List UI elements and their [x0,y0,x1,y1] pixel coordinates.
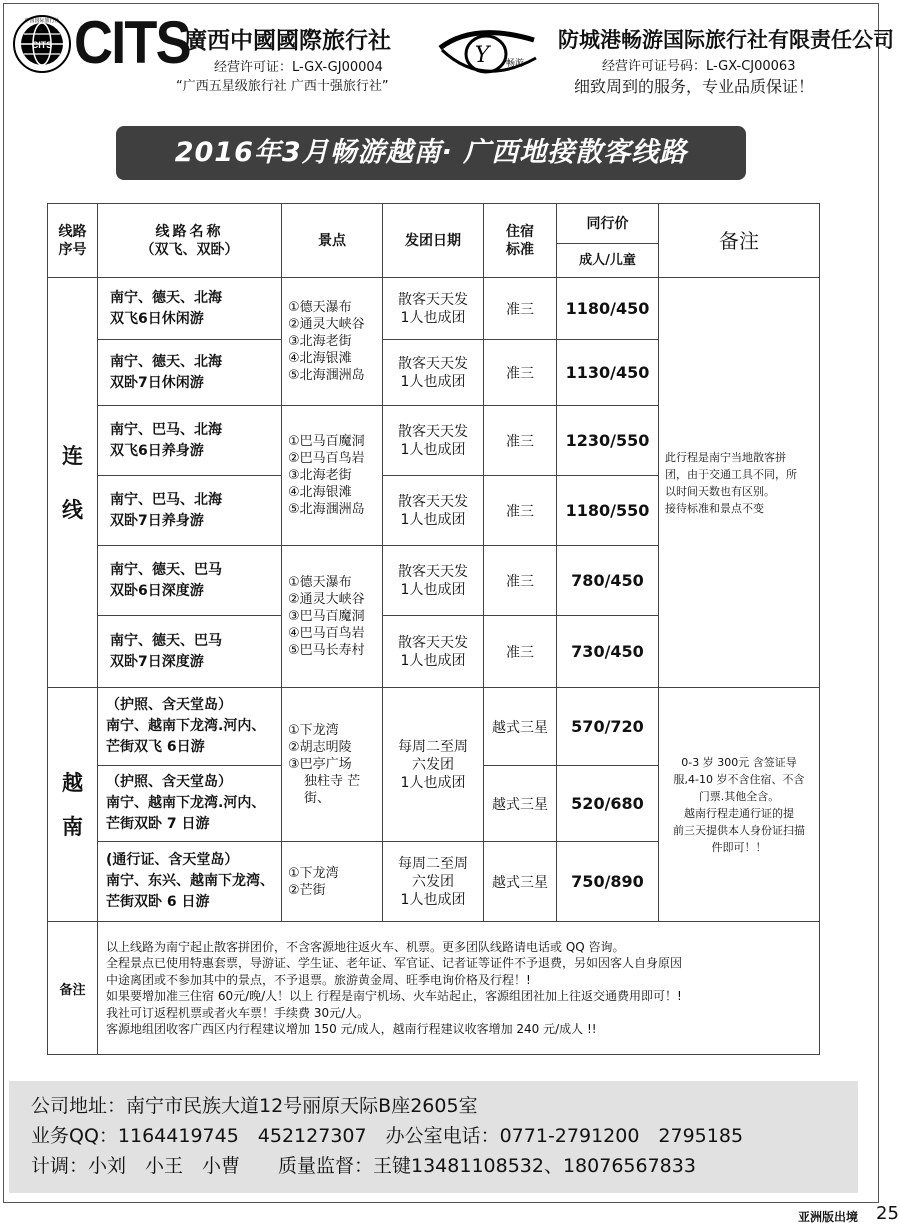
header-price: 同行价 [557,204,659,244]
publication-name: 亚洲版出境 [798,1210,859,1224]
route-name: 南宁、巴马、北海 双飞6日养身游 [98,406,282,476]
changyou-eye-logo [434,18,544,90]
remarks-label: 备注 [48,922,98,1055]
route-table [47,203,820,1055]
page-number: 25 [876,1203,899,1224]
changyou-company-name: 防城港畅游国际旅行社有限责任公司 [558,27,894,52]
route-name: 南宁、巴马、北海 双卧7日养身游 [98,476,282,546]
title-banner: 2016年3月畅游越南· 广西地接散客线路 [116,126,746,180]
departure-cell: 每周二至周 六发团 1人也成团 [383,688,484,842]
header-notes: 备注 [659,204,820,278]
spots-cell: ①下龙湾 ②胡志明陵 ③巴亭广场 独柱寺 芒街、 [282,688,383,842]
business-qq-phone: 业务QQ：1164419745 452127307 办公室电话：0771-2791200 2795185 [31,1125,744,1147]
departure-cell: 散客天天发 1人也成团 [383,476,484,546]
route-name: 南宁、德天、巴马 双卧6日深度游 [98,546,282,616]
header-hotel: 住宿 标准 [484,204,557,278]
company-address: 公司地址：南宁市民族大道12号丽原天际B座2605室 [31,1095,478,1117]
departure-cell: 散客天天发 1人也成团 [383,546,484,616]
note-yuenan: 0-3 岁 300元 含签证导 服,4-10 岁不含住宿、不含 门票.其他全含。 越南行程走通行证的提 前三天提供本人身份证扫描 件即可！！ [659,688,820,922]
spots-cell: ①德天瀑布 ②通灵大峡谷 ③巴马百魔洞 ④巴马百鸟岩 ⑤巴马长寿村 [282,546,383,688]
changyou-slogan: 细致周到的服务，专业品质保证！ [574,77,815,96]
hotel-cell: 准三 [484,616,557,688]
route-name: (通行证、含天堂岛） 南宁、东兴、越南下龙湾、 芒街双卧 6 日游 [98,842,282,922]
contacts-line: 计调：小刘 小王 小曹 质量监督：王键13481108532、18076567833 [31,1155,696,1177]
cits-logo-inner-text: CITS [31,40,53,50]
header-spots: 景点 [282,204,383,278]
header-route-name: 线路名称 （双飞、双卧） [98,204,282,278]
changyou-license: 经营许可证号码：L-GX-CJ00063 [602,59,796,74]
cits-company-name: 廣西中國國際旅行社 [184,27,391,54]
route-name: （护照、含天堂岛） 南宁、越南下龙湾.河内、 芒街双卧 7 日游 [98,766,282,842]
section-yuenan: 越 南 [48,688,98,922]
departure-cell: 每周二至周 六发团 1人也成团 [383,842,484,922]
price-cell: 1180/550 [557,476,659,546]
spots-cell: ①德天瀑布 ②通灵大峡谷 ③北海老街 ④北海银滩 ⑤北海涠洲岛 [282,278,383,406]
header-price-sub: 成人/儿童 [557,244,659,278]
price-cell: 1230/550 [557,406,659,476]
route-name: 南宁、德天、北海 双卧7日休闲游 [98,340,282,406]
table-row [48,688,820,766]
spots-cell: ①巴马百魔洞 ②巴马百鸟岩 ③北海老街 ④北海银滩 ⑤北海涠洲岛 [282,406,383,546]
departure-cell: 散客天天发 1人也成团 [383,616,484,688]
remarks-row [48,922,820,1055]
note-lianxian: 此行程是南宁当地散客拼 团，由于交通工具不同，所 以时间天数也有区别。 接待标准和景点不变 [659,278,820,688]
price-cell: 1130/450 [557,340,659,406]
contact-footer [9,1081,858,1193]
cits-tagline: “广西五星级旅行社 广西十强旅行社” [176,79,389,94]
price-cell: 570/720 [557,688,659,766]
departure-cell: 散客天天发 1人也成团 [383,340,484,406]
departure-cell: 散客天天发 1人也成团 [383,278,484,340]
table-row [48,278,820,340]
remarks-text: 以上线路为南宁起止散客拼团价，不含客源地往返火车、机票。更多团队线路请电话或 QQ 咨询。 全程景点已使用特惠套票，导游证、学生证、老年证、军官证、记者证等证件不予退费，另如因客人自身原因 中途离团或不参加其中的景点，不予退票。旅游黄金周、旺季电询价格及行程！! 如果要增加准三住宿 60元/晚/人！以上 行程是南宁机场、火车站起止，客源组团社加上往返交通费用即可！! 我社可订返程机票或者火车票！手续费 30元/人。 客源地组团收客广西区内行程建议增加 150 元/成人，越南行程建议收客增加 240 元/成人 !! [98,922,820,1055]
changyou-logo-text: 畅游 [506,59,525,69]
hotel-cell: 越式三星 [484,842,557,922]
price-cell: 750/890 [557,842,659,922]
price-cell: 730/450 [557,616,659,688]
header-route-no: 线路 序号 [48,204,98,278]
route-name: （护照、含天堂岛） 南宁、越南下龙湾.河内、 芒街双飞 6日游 [98,688,282,766]
departure-cell: 散客天天发 1人也成团 [383,406,484,476]
route-name: 南宁、德天、北海 双飞6日休闲游 [98,278,282,340]
section-lianxian: 连 线 [48,278,98,688]
hotel-cell: 准三 [484,476,557,546]
price-cell: 1180/450 [557,278,659,340]
hotel-cell: 准三 [484,546,557,616]
svg-text:Y: Y [474,43,490,68]
price-cell: 780/450 [557,546,659,616]
price-cell: 520/680 [557,766,659,842]
cits-globe-logo [12,14,72,74]
hotel-cell: 准三 [484,340,557,406]
route-name: 南宁、德天、巴马 双卧7日深度游 [98,616,282,688]
hotel-cell: 准三 [484,406,557,476]
hotel-cell: 越式三星 [484,766,557,842]
cits-license: 经营许可证：L-GX-GJ00004 [214,60,383,75]
hotel-cell: 准三 [484,278,557,340]
header-dates: 发团日期 [383,204,484,278]
spots-cell: ①下龙湾 ②芒街 [282,842,383,922]
cits-wordmark: CITS [74,9,190,76]
hotel-cell: 越式三星 [484,688,557,766]
cits-logo-ring-text: 中国国际旅行社 [24,18,60,24]
